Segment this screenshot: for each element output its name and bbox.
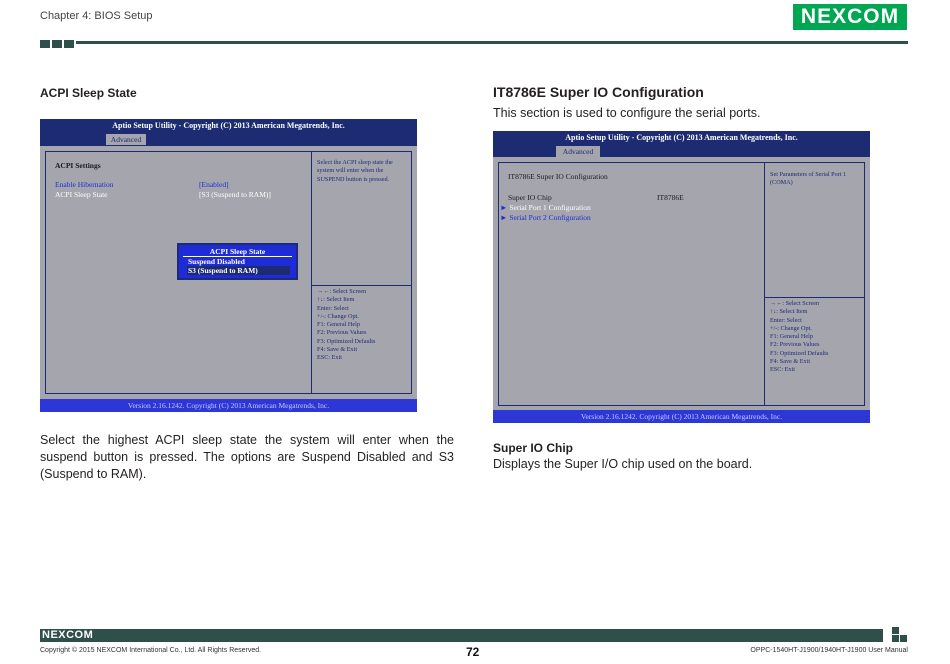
key-select-item: ↑↓: Select Item	[317, 296, 355, 304]
enable-hibernation-label[interactable]: Enable Hibernation	[55, 180, 114, 189]
nexcom-logo: NEXCOM	[793, 4, 907, 30]
key-general-help: F1: General Help	[770, 333, 813, 341]
super-io-chip-title: Super IO Chip	[493, 441, 574, 455]
header-square	[52, 40, 62, 48]
chapter-title: Chapter 4: BIOS Setup	[40, 10, 153, 22]
super-io-chip-desc: Displays the Super I/O chip used on the board.	[493, 457, 753, 471]
footer-copyright: Copyright © 2015 NEXCOM International Co., Ltd. All Rights Reserved.	[40, 647, 262, 654]
super-io-chip-value: IT8786E	[657, 193, 684, 202]
key-esc-exit: ESC: Exit	[317, 354, 342, 362]
footer-manual-title: OPPC-1540HT-J1900/1940HT-J1900 User Manual	[750, 647, 908, 654]
super-io-chip-label: Super IO Chip	[508, 193, 552, 202]
super-io-intro: This section is used to configure the serial ports.	[493, 106, 761, 120]
page-number: 72	[466, 645, 480, 659]
footer-square	[900, 635, 907, 642]
acpi-sleep-state-value[interactable]: [S3 (Suspend to RAM)]	[199, 190, 271, 199]
key-previous-values: F2: Previous Values	[770, 341, 820, 349]
key-enter-select: Enter: Select	[317, 304, 349, 312]
popup-option-suspend-disabled[interactable]: Suspend Disabled	[188, 257, 245, 266]
header-rule	[76, 41, 908, 44]
key-select-screen: →←: Select Screen	[317, 288, 367, 295]
key-general-help: F1: General Help	[317, 321, 360, 329]
serial-port-2-link[interactable]	[500, 213, 591, 222]
header-square	[64, 40, 74, 48]
header-square	[40, 40, 50, 48]
key-change-opt: +/-: Change Opt.	[317, 312, 359, 320]
key-optimized-defaults: F3: Optimized Defaults	[317, 337, 376, 345]
key-change-opt: +/-: Change Opt.	[770, 324, 812, 332]
key-save-exit: F4: Save & Exit	[317, 346, 358, 354]
section-title-super-io: IT8786E Super IO Configuration	[493, 84, 704, 100]
bios-tab-row	[493, 145, 870, 157]
key-save-exit: F4: Save & Exit	[770, 358, 811, 366]
footer-square	[892, 627, 899, 634]
tab-advanced[interactable]: Advanced	[106, 134, 146, 145]
key-previous-values: F2: Previous Values	[317, 329, 367, 337]
bios-title-bar: Aptio Setup Utility - Copyright (C) 2013 American Megatrends, Inc.	[40, 119, 417, 133]
acpi-description: Select the highest ACPI sleep state the system will enter when the suspend button is pressed. The options are Suspend Disabled and S3 (Suspend to RAM).	[40, 433, 454, 481]
submenu-arrow-icon: ►	[500, 203, 508, 212]
bios-version-bar: Version 2.16.1242. Copyright (C) 2013 American Megatrends, Inc.	[40, 399, 417, 412]
serial-port-2-label: Serial Port 2 Configuration	[509, 213, 591, 222]
serial-port-1-label: Serial Port 1 Configuration	[509, 203, 591, 212]
acpi-sleep-state-label[interactable]: ACPI Sleep State	[55, 190, 108, 199]
footer-square	[892, 635, 899, 642]
bios-help-text: Set Parameters of Serial Port 1 (COMA)	[770, 171, 847, 187]
bios-key-list	[317, 288, 375, 363]
bios-section-title: IT8786E Super IO Configuration	[508, 172, 608, 181]
acpi-sleep-state-popup	[177, 243, 298, 280]
popup-option-s3[interactable]: S3 (Suspend to RAM)	[187, 266, 290, 275]
key-select-screen: →←: Select Screen	[770, 300, 820, 307]
footer-bar	[40, 629, 883, 642]
section-title-acpi-sleep-state: ACPI Sleep State	[40, 86, 137, 100]
bios-screen-super-io	[493, 131, 870, 423]
bios-section-title: ACPI Settings	[55, 161, 101, 170]
submenu-arrow-icon: ►	[500, 213, 508, 222]
popup-title: ACPI Sleep State	[183, 247, 292, 257]
tab-advanced[interactable]: Advanced	[556, 146, 600, 157]
bios-key-list	[770, 300, 828, 375]
bios-version-bar: Version 2.16.1242. Copyright (C) 2013 American Megatrends, Inc.	[493, 410, 870, 423]
bios-tab-row	[40, 133, 417, 146]
bios-screen-acpi	[40, 119, 417, 412]
enable-hibernation-value[interactable]: [Enabled]	[199, 180, 229, 189]
serial-port-1-link[interactable]	[500, 203, 591, 212]
bios-help-text: Select the ACPI sleep state the system will enter when the SUSPEND button is pressed.	[317, 159, 393, 183]
key-select-item: ↑↓: Select Item	[770, 308, 808, 316]
key-optimized-defaults: F3: Optimized Defaults	[770, 349, 829, 357]
key-esc-exit: ESC: Exit	[770, 366, 795, 374]
bios-title-bar: Aptio Setup Utility - Copyright (C) 2013 American Megatrends, Inc.	[493, 131, 870, 145]
key-enter-select: Enter: Select	[770, 316, 802, 324]
footer-nexcom-logo: NEXCOM	[42, 629, 94, 641]
